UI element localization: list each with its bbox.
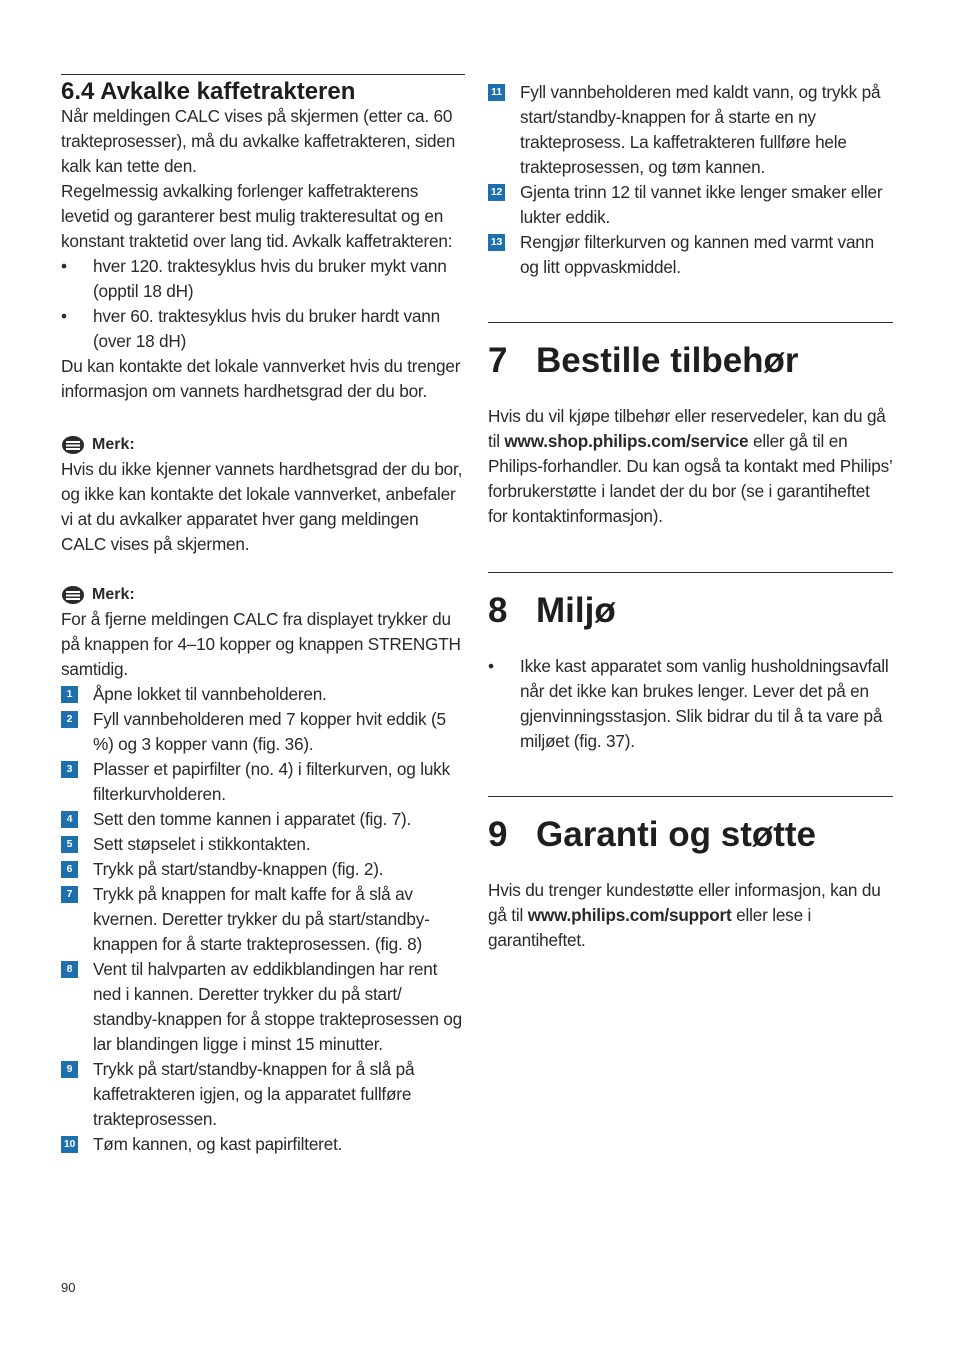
paragraph: Regelmessig avkalking forlenger kaffetrakterens levetid og garanterer best mulig trakteresultat og en konstant traktetid over lang tid. Avkalk kaffetrakteren: (61, 181, 453, 251)
step-number: 12 (488, 184, 505, 201)
note-icon (61, 435, 85, 455)
step-number: 13 (488, 234, 505, 251)
section-number: 7 (488, 341, 508, 380)
step-number: 6 (61, 861, 78, 878)
step (61, 707, 466, 757)
section-title: Bestille tilbehør (536, 341, 799, 380)
section-6-4-body (61, 104, 466, 1157)
step-text: Sett støpselet i stikkontakten. (93, 834, 311, 854)
step-number: 10 (61, 1136, 78, 1153)
step (61, 857, 466, 882)
section-divider (488, 796, 893, 797)
step-text: Åpne lokket til vannbeholderen. (93, 684, 327, 704)
list-item (61, 254, 466, 304)
step-text: Sett den tomme kannen i apparatet (fig. 7). (93, 809, 412, 829)
step-number: 11 (488, 84, 505, 101)
text: Hvis du trenger kundestøtte eller informasjon, kan du gå til (488, 880, 881, 925)
section-title: Garanti og støtte (536, 815, 817, 854)
step (61, 957, 466, 1057)
step-number: 2 (61, 711, 78, 728)
section-divider (488, 322, 893, 323)
bullet: • (61, 256, 67, 276)
step-text: Gjenta trinn 12 til vannet ikke lenger smaker eller lukter eddik. (520, 182, 883, 227)
note-heading (61, 582, 466, 607)
step (61, 1057, 466, 1132)
step-text: Fyll vannbeholderen med 7 kopper hvit eddik (5 %) og 3 kopper vann (fig. 36). (93, 709, 446, 754)
note-label: Merk: (92, 436, 135, 453)
step-number: 5 (61, 836, 78, 853)
step-text: Trykk på start/standby-knappen for å slå på kaffetrakteren igjen, og la apparatet fullføre trakteprosessen. (93, 1059, 415, 1129)
step-text: Trykk på start/standby-knappen (fig. 2). (93, 859, 384, 879)
step (61, 807, 466, 832)
section-6-4-title: 6.4 Avkalke kaffetrakteren (61, 74, 465, 107)
text: Hvis du vil kjøpe tilbehør eller reservedeler, kan du gå til (488, 406, 886, 451)
step-text: Rengjør filterkurven og kannen med varmt vann og litt oppvaskmiddel. (520, 232, 875, 277)
paragraph: Når meldingen CALC vises på skjermen (etter ca. 60 trakteprosesser), må du avkalke kaffetrakteren, siden kalk kan tette den. (61, 106, 456, 176)
bullet: • (61, 306, 67, 326)
list-item (61, 304, 466, 354)
paragraph (488, 878, 893, 953)
section-8-heading (488, 591, 893, 631)
text: eller lese i garantiheftet. (488, 905, 812, 950)
note-icon (61, 585, 85, 605)
step-number: 3 (61, 761, 78, 778)
text: eller gå til en Philips-forhandler. Du kan også ta kontakt med Philips’ forbrukerstøtte i landet der du bor (se i garantiheftet for kontaktinformasjon). (488, 431, 892, 526)
step (488, 180, 893, 230)
step (61, 1132, 466, 1157)
step-number: 9 (61, 1061, 78, 1078)
list-item (488, 654, 893, 754)
support-link[interactable]: www.philips.com/support (527, 905, 732, 925)
step-number: 4 (61, 811, 78, 828)
step-text: Vent til halvparten av eddikblandingen har rent ned i kannen. Deretter trykker du på start/ standby-knappen for å stoppe trakteprosessen og lar blandingen ligge i minst 15 minutter. (93, 959, 462, 1054)
paragraph: Du kan kontakte det lokale vannverket hvis du trenger informasjon om vannets hardhetsgrad der du bor. (61, 356, 461, 401)
section-8-body (488, 654, 893, 754)
step-text: Tøm kannen, og kast papirfilteret. (93, 1134, 343, 1154)
step-number: 7 (61, 886, 78, 903)
section-title: Miljø (536, 591, 616, 630)
step (61, 832, 466, 857)
section-7-body (488, 404, 893, 529)
note-text: For å fjerne meldingen CALC fra displayet trykker du på knappen for 4–10 kopper og knappen STRENGTH samtidig. (61, 609, 461, 679)
step (488, 80, 893, 180)
bullet-text: hver 120. traktesyklus hvis du bruker mykt vann (opptil 18 dH) (93, 256, 447, 301)
step-number: 1 (61, 686, 78, 703)
step (488, 230, 893, 280)
section-number: 8 (488, 591, 508, 630)
note-heading (61, 432, 466, 457)
step (61, 757, 466, 807)
bullet-text: Ikke kast apparatet som vanlig husholdningsavfall når det ikke kan brukes lenger. Lever det på en gjenvinningsstasjon. Slik bidrar du til å ta vare på miljøet (fig. 37). (520, 656, 889, 751)
step-number: 8 (61, 961, 78, 978)
note-label: Merk: (92, 586, 135, 603)
section-7-heading (488, 341, 893, 381)
step (61, 882, 466, 957)
section-6-4-continued (488, 80, 893, 280)
section-9-heading (488, 815, 893, 855)
step-text: Plasser et papirfilter (no. 4) i filterkurven, og lukk filterkurvholderen. (93, 759, 450, 804)
section-number: 9 (488, 815, 508, 854)
page-number: 90 (61, 1280, 76, 1295)
step-text: Trykk på knappen for malt kaffe for å slå av kvernen. Deretter trykker du på start/standby-knappen for å starte trakteprosessen. (fig. 8) (93, 884, 430, 954)
bullet-text: hver 60. traktesyklus hvis du bruker hardt vann (over 18 dH) (93, 306, 440, 351)
step-text: Fyll vannbeholderen med kaldt vann, og trykk på start/standby-knappen for å starte en ny trakteprosess. La kaffetrakteren fullføre hele trakteprosessen, og tøm kannen. (520, 82, 881, 177)
paragraph (488, 404, 893, 529)
bullet: • (488, 656, 494, 676)
step (61, 682, 466, 707)
section-9-body (488, 878, 893, 953)
shop-link[interactable]: www.shop.philips.com/service (504, 431, 749, 451)
note-text: Hvis du ikke kjenner vannets hardhetsgrad der du bor, og ikke kan kontakte det lokale vannverket, anbefaler vi at du avkalker apparatet hver gang meldingen CALC vises på skjermen. (61, 459, 463, 554)
section-divider (488, 572, 893, 573)
